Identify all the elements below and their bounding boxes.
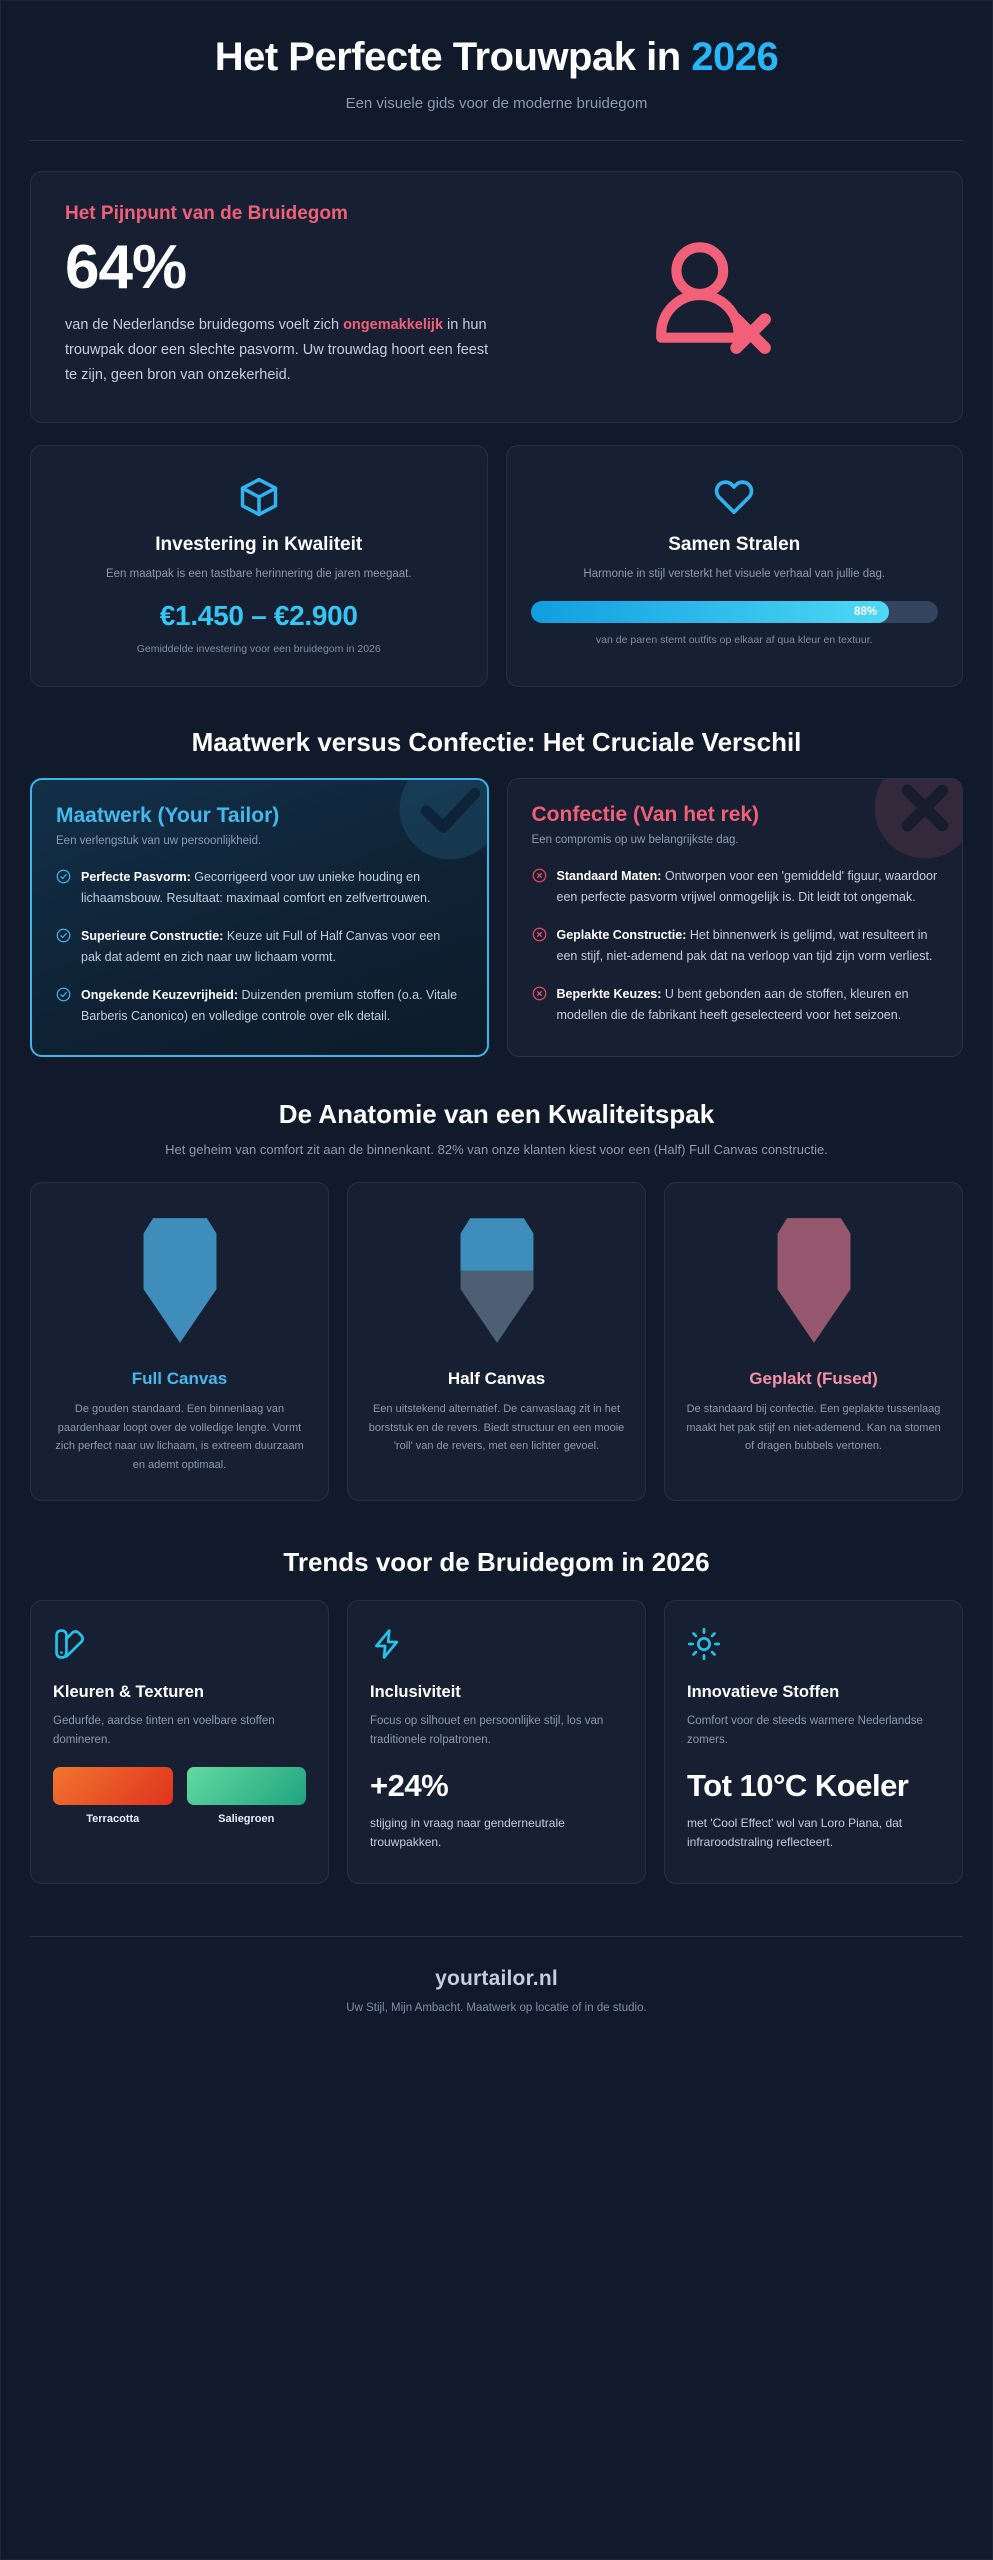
check-circle-icon — [56, 869, 71, 909]
list-item-lead: Standaard Maten: — [556, 869, 662, 884]
painpoint-section — [30, 171, 963, 423]
list-item — [532, 866, 939, 908]
swatch-item-terracotta — [53, 1767, 173, 1825]
x-circle-icon — [532, 986, 547, 1026]
harmony-progress-bar — [531, 601, 939, 623]
painpoint-body-part1: van de Nederlandse bruidegoms voelt zich — [65, 317, 344, 334]
painpoint-card — [30, 171, 963, 423]
stats-row — [30, 445, 963, 687]
painpoint-text-column — [65, 202, 495, 388]
header-divider — [30, 140, 963, 141]
painpoint-illustration — [495, 230, 928, 360]
list-item-text — [557, 866, 939, 908]
list-item — [532, 925, 939, 967]
list-item-text — [557, 984, 939, 1026]
trend-card-footnote: met 'Cool Effect' wol van Loro Piana, dat infraroodstraling reflecteert. — [687, 1816, 903, 1850]
trend-card-statistic: Tot 10°C Koeler — [687, 1768, 909, 1804]
list-item — [532, 984, 939, 1026]
list-item-lead: Perfecte Pasvorm: — [81, 870, 191, 885]
stat-value: €1.450 – €2.900 — [159, 600, 358, 632]
comparison-card-title: Maatwerk (Your Tailor) — [56, 804, 280, 828]
list-item — [56, 926, 463, 968]
anatomy-section-subtitle: Het geheim van comfort zit aan de binnenkant. 82% van onze klanten kiest voor een (Half) Full Canvas constructie. — [165, 1142, 828, 1158]
anatomy-card-full-canvas — [30, 1182, 329, 1501]
comparison-card-title: Confectie (Van het rek) — [531, 803, 760, 827]
anatomy-card-description: Een uitstekend alternatief. De canvaslaag zit in het borststuk en de revers. Biedt structuur en een mooie 'roll' van de revers, met een lichter gevoel. — [368, 1403, 625, 1453]
anatomy-section-title: De Anatomie van een Kwaliteitspak — [278, 1099, 715, 1130]
anatomy-card-half-canvas — [347, 1182, 646, 1501]
page-footer — [30, 1936, 963, 2054]
list-item — [56, 867, 463, 909]
page-header — [30, 1, 963, 112]
progress-fill — [531, 601, 890, 623]
anatomy-row — [30, 1182, 963, 1501]
anatomy-section — [30, 1099, 963, 1501]
anatomy-card-title: Full Canvas — [131, 1369, 228, 1389]
list-item — [56, 985, 463, 1027]
list-item-text — [81, 867, 463, 909]
trend-card-title: Innovatieve Stoffen — [687, 1683, 840, 1702]
comparison-card-subtitle: Een compromis op uw belangrijkste dag. — [531, 834, 739, 847]
stat-footnote: Gemiddelde investering voor een bruidegom in 2026 — [136, 643, 381, 656]
check-circle-icon — [56, 987, 71, 1027]
page-title — [30, 35, 963, 81]
x-circle-icon — [532, 868, 547, 908]
comparison-card-subtitle: Een verlengstuk van uw persoonlijkheid. — [56, 835, 262, 848]
comparison-section-title: Maatwerk versus Confectie: Het Cruciale Verschil — [191, 727, 802, 758]
trend-card-description: Gedurfde, aardse tinten en voelbare stoffen domineren. — [53, 1715, 275, 1746]
trend-card-title: Inclusiviteit — [370, 1683, 461, 1702]
trend-card-kleuren — [30, 1600, 329, 1883]
list-item-lead: Beperkte Keuzes: — [556, 987, 662, 1002]
heart-icon — [531, 472, 939, 522]
page-title-main: Het Perfecte Trouwpak in — [214, 35, 681, 79]
sun-icon — [687, 1627, 940, 1669]
trend-card-inclusiviteit — [347, 1600, 646, 1883]
stat-footnote: van de paren stemt outfits op elkaar af qua kleur en textuur. — [595, 634, 873, 647]
x-circle-icon — [532, 927, 547, 967]
list-item-body: U bent gebonden aan de stoffen, kleuren en modellen die de fabrikant heeft geselecteerd voor het seizoen. — [556, 987, 909, 1023]
comparison-list-confectie — [532, 866, 939, 1026]
list-item-lead: Ongekende Keuzevrijheid: — [81, 988, 238, 1003]
comparison-card-confectie — [507, 778, 964, 1057]
trends-row — [30, 1600, 963, 1883]
stat-subtitle: Een maatpak is een tastbare herinnering die jaren meegaat. — [105, 568, 412, 581]
comparison-list-maatwerk — [56, 867, 463, 1027]
comparison-card-maatwerk — [30, 778, 489, 1057]
color-swatch — [187, 1767, 307, 1805]
footer-tagline: Uw Stijl, Mijn Ambacht. Maatwerk op locatie of in de studio. — [346, 2001, 647, 2014]
swatch-row — [53, 1767, 306, 1825]
color-swatch — [53, 1767, 173, 1805]
stat-card-samen-stralen — [506, 445, 964, 687]
list-item-text — [81, 985, 463, 1027]
comparison-section — [30, 727, 963, 1057]
trend-card-description: Focus op silhouet en persoonlijke stijl, los van traditionele rolpatronen. — [370, 1715, 604, 1746]
check-circle-icon — [56, 928, 71, 968]
user-x-icon — [647, 230, 777, 360]
painpoint-body-highlight: ongemakkelijk — [343, 317, 444, 334]
page-subtitle: Een visuele gids voor de moderne bruidegom — [345, 94, 648, 112]
painpoint-body-part2: in hun trouwpak door een slechte pasvorm. Uw trouwdag hoort een feest te zijn, geen bron van onzekerheid. — [65, 317, 489, 384]
trend-card-footnote: stijging in vraag naar genderneutrale trouwpakken. — [370, 1816, 565, 1850]
progress-label: 88% — [854, 606, 878, 619]
anatomy-card-description: De standaard bij confectie. Een geplakte tussenlaag maakt het pak stijf en niet-ademend. Kan na stomen of dragen bubbels vertonen. — [686, 1403, 941, 1453]
page-title-year: 2026 — [691, 35, 779, 79]
painpoint-big-number: 64% — [65, 232, 187, 302]
stat-subtitle: Harmonie in stijl versterkt het visuele verhaal van jullie dag. — [583, 568, 886, 581]
list-item-text — [81, 926, 463, 968]
trend-card-stoffen — [664, 1600, 963, 1883]
trends-section — [30, 1547, 963, 1883]
list-item-body: Keuze uit Full of Half Canvas voor een pak dat ademt en zich naar uw lichaam vormt. — [81, 929, 441, 965]
swatch-label: Terracotta — [86, 1813, 140, 1826]
list-item-body: Ontworpen voor een 'gemiddeld' figuur, waardoor een perfecte pasvorm vrijwel onmogelijk is. Dit leidt tot ongemak. — [556, 869, 938, 905]
stat-title: Samen Stralen — [668, 534, 801, 556]
list-item-body: Gecorrigeerd voor uw unieke houding en lichaamsbouw. Resultaat: maximaal comfort en zelfvertrouwen. — [81, 870, 431, 906]
anatomy-card-title: Half Canvas — [447, 1369, 546, 1389]
swatch-label: Saliegroen — [218, 1813, 275, 1826]
swatch-item-saliegroen — [187, 1767, 307, 1825]
trends-section-title: Trends voor de Bruidegom in 2026 — [283, 1547, 710, 1578]
list-item-text — [557, 925, 939, 967]
anatomy-card-geplakt — [664, 1182, 963, 1501]
half-canvas-figure — [368, 1205, 625, 1355]
trend-card-description: Comfort voor de steeds warmere Nederlandse zomers. — [687, 1715, 923, 1746]
list-item-body: Duizenden premium stoffen (o.a. Vitale Barberis Canonico) en volledige controle over elk detail. — [81, 988, 458, 1024]
painpoint-body — [65, 313, 495, 388]
stat-card-investering — [30, 445, 488, 687]
comparison-row — [30, 778, 963, 1057]
palette-icon — [53, 1627, 306, 1669]
list-item-lead: Superieure Constructie: — [81, 929, 224, 944]
footer-brand: yourtailor.nl — [435, 1966, 558, 1990]
lightning-icon — [370, 1627, 623, 1669]
cube-icon — [55, 472, 463, 522]
trend-card-statistic: +24% — [370, 1768, 449, 1804]
anatomy-card-description: De gouden standaard. Een binnenlaag van paardenhaar loopt over de volledige lengte. Vormt zich perfect naar uw lichaam, is extreem duurzaam en ademt optimaal. — [55, 1403, 304, 1471]
list-item-lead: Geplakte Constructie: — [556, 928, 687, 943]
list-item-body: Het binnenwerk is gelijmd, wat resulteert in een stijf, niet-ademend pak dat na verloop van tijd zijn vorm verliest. — [556, 928, 933, 964]
painpoint-kicker: Het Pijnpunt van de Bruidegom — [65, 202, 348, 224]
stat-title: Investering in Kwaliteit — [155, 534, 363, 556]
fused-figure — [685, 1205, 942, 1355]
full-canvas-figure — [51, 1205, 308, 1355]
anatomy-card-title: Geplakt (Fused) — [749, 1369, 878, 1389]
trend-card-title: Kleuren & Texturen — [53, 1683, 204, 1702]
